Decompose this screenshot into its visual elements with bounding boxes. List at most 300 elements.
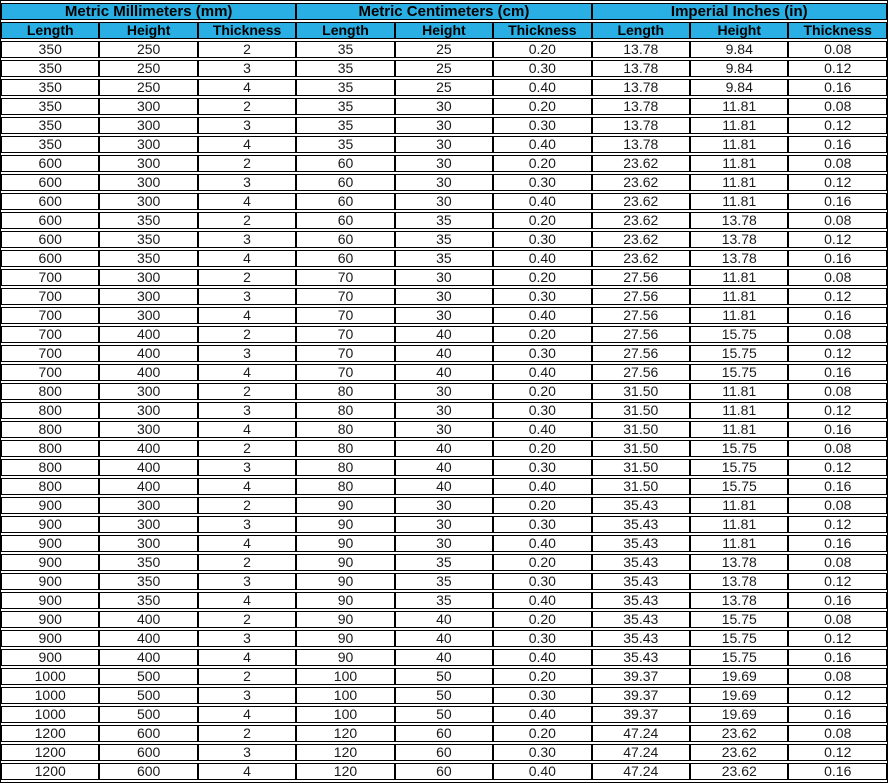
cell: 0.12 — [788, 459, 887, 476]
table-row — [1, 725, 887, 742]
cell: 23.62 — [690, 763, 788, 780]
cell: 4 — [198, 136, 296, 153]
cell: 300 — [99, 535, 197, 552]
cell: 0.40 — [493, 478, 591, 495]
table-row — [1, 744, 887, 761]
cell: 0.12 — [788, 573, 887, 590]
cell: 900 — [1, 649, 99, 666]
cell: 47.24 — [592, 763, 691, 780]
cell: 600 — [99, 763, 197, 780]
cell: 0.30 — [493, 345, 591, 362]
cell: 39.37 — [592, 706, 691, 723]
cell: 39.37 — [592, 668, 691, 685]
cell: 800 — [1, 440, 99, 457]
cell: 300 — [99, 174, 197, 191]
table-row — [1, 649, 887, 666]
cell: 3 — [198, 516, 296, 533]
col-header-cm-thickness: Thickness — [493, 22, 591, 39]
table-row — [1, 630, 887, 647]
cell: 500 — [99, 706, 197, 723]
cell: 90 — [296, 516, 394, 533]
cell: 13.78 — [690, 573, 788, 590]
cell: 35 — [296, 136, 394, 153]
cell: 0.40 — [493, 250, 591, 267]
cell: 2 — [198, 611, 296, 628]
cell: 4 — [198, 307, 296, 324]
table-row — [1, 364, 887, 381]
cell: 35 — [296, 41, 394, 58]
cell: 0.40 — [493, 364, 591, 381]
cell: 0.08 — [788, 383, 887, 400]
cell: 500 — [99, 668, 197, 685]
cell: 30 — [395, 288, 493, 305]
cell: 35 — [395, 212, 493, 229]
cell: 900 — [1, 535, 99, 552]
cell: 0.40 — [493, 193, 591, 210]
cell: 15.75 — [690, 459, 788, 476]
cell: 90 — [296, 649, 394, 666]
cell: 0.30 — [493, 687, 591, 704]
cell: 350 — [1, 60, 99, 77]
cell: 90 — [296, 611, 394, 628]
cell: 600 — [1, 155, 99, 172]
cell: 11.81 — [690, 193, 788, 210]
table-row — [1, 269, 887, 286]
cell: 100 — [296, 687, 394, 704]
cell: 30 — [395, 497, 493, 514]
cell: 19.69 — [690, 668, 788, 685]
cell: 400 — [99, 478, 197, 495]
cell: 35.43 — [592, 611, 691, 628]
cell: 0.16 — [788, 364, 887, 381]
cell: 300 — [99, 193, 197, 210]
cell: 0.16 — [788, 421, 887, 438]
cell: 120 — [296, 725, 394, 742]
cell: 0.40 — [493, 706, 591, 723]
cell: 1000 — [1, 687, 99, 704]
cell: 35.43 — [592, 592, 691, 609]
cell: 40 — [395, 440, 493, 457]
cell: 0.30 — [493, 288, 591, 305]
cell: 15.75 — [690, 649, 788, 666]
cell: 250 — [99, 41, 197, 58]
cell: 700 — [1, 307, 99, 324]
cell: 4 — [198, 478, 296, 495]
cell: 3 — [198, 117, 296, 134]
table-row — [1, 402, 887, 419]
table-row — [1, 383, 887, 400]
cell: 11.81 — [690, 497, 788, 514]
cell: 15.75 — [690, 326, 788, 343]
cell: 0.20 — [493, 212, 591, 229]
cell: 11.81 — [690, 516, 788, 533]
cell: 11.81 — [690, 98, 788, 115]
col-header-mm-height: Height — [99, 22, 197, 39]
cell: 27.56 — [592, 307, 691, 324]
cell: 300 — [99, 117, 197, 134]
cell: 13.78 — [592, 60, 691, 77]
cell: 2 — [198, 155, 296, 172]
cell: 2 — [198, 269, 296, 286]
cell: 0.12 — [788, 174, 887, 191]
cell: 300 — [99, 421, 197, 438]
cell: 70 — [296, 307, 394, 324]
sub-header-row — [1, 22, 887, 39]
table-row — [1, 592, 887, 609]
cell: 9.84 — [690, 41, 788, 58]
cell: 0.40 — [493, 136, 591, 153]
cell: 100 — [296, 706, 394, 723]
cell: 15.75 — [690, 478, 788, 495]
cell: 0.40 — [493, 79, 591, 96]
cell: 300 — [99, 98, 197, 115]
group-header-cm: Metric Centimeters (cm) — [296, 3, 591, 20]
cell: 300 — [99, 307, 197, 324]
cell: 31.50 — [592, 478, 691, 495]
cell: 35 — [395, 592, 493, 609]
cell: 27.56 — [592, 269, 691, 286]
cell: 0.30 — [493, 174, 591, 191]
cell: 2 — [198, 554, 296, 571]
cell: 40 — [395, 611, 493, 628]
cell: 800 — [1, 478, 99, 495]
cell: 0.12 — [788, 516, 887, 533]
cell: 0.16 — [788, 706, 887, 723]
cell: 0.40 — [493, 307, 591, 324]
cell: 13.78 — [690, 592, 788, 609]
cell: 11.81 — [690, 383, 788, 400]
cell: 350 — [99, 573, 197, 590]
table-row — [1, 288, 887, 305]
cell: 0.20 — [493, 611, 591, 628]
cell: 47.24 — [592, 744, 691, 761]
cell: 35 — [395, 554, 493, 571]
table-row — [1, 554, 887, 571]
cell: 80 — [296, 402, 394, 419]
cell: 700 — [1, 269, 99, 286]
cell: 350 — [1, 117, 99, 134]
cell: 25 — [395, 60, 493, 77]
cell: 0.08 — [788, 554, 887, 571]
cell: 600 — [1, 250, 99, 267]
cell: 350 — [1, 136, 99, 153]
cell: 3 — [198, 345, 296, 362]
cell: 3 — [198, 288, 296, 305]
cell: 4 — [198, 649, 296, 666]
cell: 0.30 — [493, 459, 591, 476]
cell: 35 — [395, 231, 493, 248]
cell: 13.78 — [592, 98, 691, 115]
cell: 3 — [198, 231, 296, 248]
cell: 27.56 — [592, 288, 691, 305]
col-header-in-length: Length — [592, 22, 691, 39]
cell: 40 — [395, 364, 493, 381]
cell: 11.81 — [690, 136, 788, 153]
cell: 23.62 — [592, 155, 691, 172]
cell: 4 — [198, 706, 296, 723]
cell: 25 — [395, 79, 493, 96]
cell: 600 — [99, 725, 197, 742]
cell: 600 — [99, 744, 197, 761]
cell: 23.62 — [592, 212, 691, 229]
table-row — [1, 174, 887, 191]
cell: 50 — [395, 668, 493, 685]
cell: 0.40 — [493, 592, 591, 609]
cell: 900 — [1, 630, 99, 647]
table-row — [1, 193, 887, 210]
cell: 400 — [99, 364, 197, 381]
cell: 0.16 — [788, 79, 887, 96]
cell: 40 — [395, 649, 493, 666]
cell: 400 — [99, 630, 197, 647]
cell: 19.69 — [690, 706, 788, 723]
cell: 600 — [1, 174, 99, 191]
cell: 800 — [1, 459, 99, 476]
cell: 13.78 — [592, 136, 691, 153]
cell: 900 — [1, 516, 99, 533]
cell: 40 — [395, 630, 493, 647]
cell: 90 — [296, 535, 394, 552]
cell: 700 — [1, 345, 99, 362]
cell: 23.62 — [592, 174, 691, 191]
cell: 0.20 — [493, 554, 591, 571]
cell: 0.08 — [788, 611, 887, 628]
group-header-in: Imperial Inches (in) — [592, 3, 887, 20]
cell: 250 — [99, 60, 197, 77]
cell: 350 — [99, 554, 197, 571]
cell: 0.12 — [788, 744, 887, 761]
col-header-cm-height: Height — [395, 22, 493, 39]
cell: 0.12 — [788, 687, 887, 704]
cell: 15.75 — [690, 611, 788, 628]
cell: 11.81 — [690, 269, 788, 286]
cell: 900 — [1, 497, 99, 514]
table-row — [1, 668, 887, 685]
cell: 120 — [296, 744, 394, 761]
col-header-mm-thickness: Thickness — [198, 22, 296, 39]
cell: 11.81 — [690, 117, 788, 134]
cell: 31.50 — [592, 440, 691, 457]
col-header-in-thickness: Thickness — [788, 22, 887, 39]
cell: 80 — [296, 383, 394, 400]
cell: 4 — [198, 193, 296, 210]
table-row — [1, 98, 887, 115]
cell: 30 — [395, 535, 493, 552]
cell: 3 — [198, 744, 296, 761]
cell: 0.08 — [788, 440, 887, 457]
cell: 13.78 — [592, 79, 691, 96]
cell: 30 — [395, 307, 493, 324]
cell: 4 — [198, 79, 296, 96]
cell: 0.20 — [493, 383, 591, 400]
cell: 0.30 — [493, 117, 591, 134]
cell: 0.16 — [788, 535, 887, 552]
cell: 27.56 — [592, 364, 691, 381]
cell: 90 — [296, 554, 394, 571]
table-header — [1, 3, 887, 39]
cell: 90 — [296, 497, 394, 514]
cell: 0.08 — [788, 269, 887, 286]
cell: 60 — [296, 174, 394, 191]
table-row — [1, 307, 887, 324]
cell: 800 — [1, 421, 99, 438]
cell: 1000 — [1, 668, 99, 685]
cell: 3 — [198, 459, 296, 476]
cell: 2 — [198, 98, 296, 115]
cell: 0.08 — [788, 326, 887, 343]
cell: 0.30 — [493, 630, 591, 647]
cell: 2 — [198, 668, 296, 685]
cell: 27.56 — [592, 345, 691, 362]
cell: 90 — [296, 630, 394, 647]
group-header-row — [1, 3, 887, 20]
cell: 400 — [99, 649, 197, 666]
cell: 11.81 — [690, 402, 788, 419]
cell: 13.78 — [690, 231, 788, 248]
cell: 4 — [198, 763, 296, 780]
cell: 3 — [198, 402, 296, 419]
cell: 1200 — [1, 725, 99, 742]
col-header-mm-length: Length — [1, 22, 99, 39]
cell: 15.75 — [690, 630, 788, 647]
cell: 3 — [198, 630, 296, 647]
table-row — [1, 440, 887, 457]
cell: 25 — [395, 41, 493, 58]
table-row — [1, 687, 887, 704]
cell: 900 — [1, 592, 99, 609]
cell: 0.20 — [493, 326, 591, 343]
cell: 60 — [296, 212, 394, 229]
cell: 35.43 — [592, 535, 691, 552]
cell: 0.08 — [788, 41, 887, 58]
cell: 30 — [395, 421, 493, 438]
cell: 500 — [99, 687, 197, 704]
table-row — [1, 516, 887, 533]
cell: 11.81 — [690, 535, 788, 552]
cell: 300 — [99, 402, 197, 419]
cell: 31.50 — [592, 421, 691, 438]
cell: 0.16 — [788, 478, 887, 495]
cell: 0.20 — [493, 269, 591, 286]
cell: 40 — [395, 326, 493, 343]
table-row — [1, 155, 887, 172]
cell: 600 — [1, 212, 99, 229]
cell: 1200 — [1, 744, 99, 761]
cell: 4 — [198, 250, 296, 267]
cell: 11.81 — [690, 307, 788, 324]
cell: 80 — [296, 421, 394, 438]
cell: 31.50 — [592, 383, 691, 400]
cell: 13.78 — [592, 41, 691, 58]
cell: 2 — [198, 725, 296, 742]
cell: 31.50 — [592, 459, 691, 476]
cell: 60 — [395, 763, 493, 780]
table-row — [1, 763, 887, 780]
cell: 350 — [99, 231, 197, 248]
cell: 2 — [198, 383, 296, 400]
cell: 1000 — [1, 706, 99, 723]
table-row — [1, 250, 887, 267]
cell: 3 — [198, 174, 296, 191]
group-header-mm: Metric Millimeters (mm) — [1, 3, 296, 20]
cell: 27.56 — [592, 326, 691, 343]
cell: 0.12 — [788, 345, 887, 362]
cell: 300 — [99, 516, 197, 533]
cell: 900 — [1, 554, 99, 571]
cell: 70 — [296, 364, 394, 381]
cell: 80 — [296, 440, 394, 457]
cell: 0.16 — [788, 307, 887, 324]
cell: 40 — [395, 345, 493, 362]
cell: 80 — [296, 478, 394, 495]
cell: 700 — [1, 288, 99, 305]
cell: 1200 — [1, 763, 99, 780]
cell: 50 — [395, 706, 493, 723]
cell: 4 — [198, 421, 296, 438]
cell: 400 — [99, 459, 197, 476]
cell: 23.62 — [592, 250, 691, 267]
cell: 35.43 — [592, 630, 691, 647]
cell: 900 — [1, 573, 99, 590]
cell: 0.12 — [788, 288, 887, 305]
table-row — [1, 706, 887, 723]
cell: 350 — [99, 592, 197, 609]
cell: 350 — [1, 98, 99, 115]
cell: 13.78 — [690, 212, 788, 229]
cell: 23.62 — [592, 193, 691, 210]
cell: 350 — [1, 79, 99, 96]
cell: 0.20 — [493, 41, 591, 58]
cell: 0.30 — [493, 402, 591, 419]
table-row — [1, 478, 887, 495]
cell: 0.40 — [493, 535, 591, 552]
cell: 35.43 — [592, 573, 691, 590]
cell: 3 — [198, 573, 296, 590]
cell: 39.37 — [592, 687, 691, 704]
table-row — [1, 41, 887, 58]
cell: 90 — [296, 592, 394, 609]
cell: 23.62 — [690, 744, 788, 761]
cell: 30 — [395, 516, 493, 533]
cell: 2 — [198, 212, 296, 229]
cell: 60 — [296, 250, 394, 267]
cell: 9.84 — [690, 79, 788, 96]
cell: 23.62 — [690, 725, 788, 742]
cell: 4 — [198, 592, 296, 609]
table-row — [1, 345, 887, 362]
cell: 11.81 — [690, 421, 788, 438]
cell: 0.40 — [493, 421, 591, 438]
cell: 30 — [395, 193, 493, 210]
cell: 90 — [296, 573, 394, 590]
cell: 2 — [198, 497, 296, 514]
cell: 350 — [99, 212, 197, 229]
cell: 300 — [99, 383, 197, 400]
cell: 70 — [296, 288, 394, 305]
cell: 600 — [1, 231, 99, 248]
cell: 400 — [99, 611, 197, 628]
cell: 0.08 — [788, 155, 887, 172]
cell: 60 — [296, 231, 394, 248]
cell: 23.62 — [592, 231, 691, 248]
cell: 60 — [395, 744, 493, 761]
cell: 13.78 — [690, 250, 788, 267]
cell: 0.16 — [788, 649, 887, 666]
cell: 70 — [296, 269, 394, 286]
table-body — [1, 41, 887, 780]
table-row — [1, 60, 887, 77]
cell: 0.16 — [788, 136, 887, 153]
